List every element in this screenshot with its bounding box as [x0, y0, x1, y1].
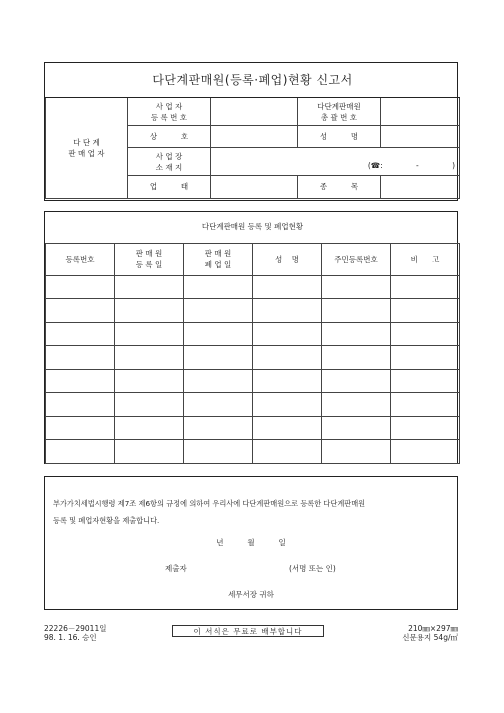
- table-cell[interactable]: [253, 393, 322, 417]
- table-cell[interactable]: [46, 346, 115, 370]
- table-cell[interactable]: [184, 393, 253, 417]
- table-cell[interactable]: [322, 393, 391, 417]
- table-cell[interactable]: [46, 393, 115, 417]
- table-cell[interactable]: [391, 275, 460, 299]
- seller-info-table: [45, 63, 460, 199]
- table-cell[interactable]: [253, 440, 322, 464]
- phone-hint: (☎: - ): [367, 161, 456, 170]
- table-cell[interactable]: [115, 299, 184, 323]
- table-cell[interactable]: [322, 416, 391, 440]
- company-name-label: 상 호: [128, 126, 211, 148]
- table-row: [46, 369, 460, 393]
- paper-size: 210㎜×297㎜: [408, 624, 458, 633]
- table-cell[interactable]: [115, 275, 184, 299]
- table-row: [46, 416, 460, 440]
- director-number-field[interactable]: [381, 98, 460, 126]
- table-cell[interactable]: [322, 369, 391, 393]
- table-cell[interactable]: [391, 299, 460, 323]
- declaration-text-line1: 부가가치세법시행령 제7조 제6항의 규정에 의하여 우리사에 다단계판매원으로 등록한 다단계판매원: [53, 499, 366, 508]
- table-cell[interactable]: [391, 416, 460, 440]
- table-cell[interactable]: [184, 346, 253, 370]
- paper-spec: 신문용지 54g/㎡: [402, 633, 458, 642]
- table-cell[interactable]: [46, 369, 115, 393]
- director-number-label: 다단계판매원 총 괄 번 호: [298, 98, 381, 126]
- address-field[interactable]: [211, 148, 460, 176]
- table-cell[interactable]: [46, 322, 115, 346]
- status-table: [45, 212, 460, 464]
- table-cell[interactable]: [115, 322, 184, 346]
- header-name: 성 명: [253, 243, 322, 275]
- table-cell[interactable]: [46, 275, 115, 299]
- seller-section-label: 다 단 계 판 매 업 자: [46, 98, 128, 199]
- status-table-body: [46, 275, 460, 463]
- item-field[interactable]: [381, 176, 460, 199]
- table-cell[interactable]: [391, 393, 460, 417]
- table-row: [46, 440, 460, 464]
- table-cell[interactable]: [253, 322, 322, 346]
- table-cell[interactable]: [391, 369, 460, 393]
- table-cell[interactable]: [184, 322, 253, 346]
- table-cell[interactable]: [184, 369, 253, 393]
- table-cell[interactable]: [184, 416, 253, 440]
- table-cell[interactable]: [391, 440, 460, 464]
- recipient-text: 세무서장 귀하: [228, 590, 274, 599]
- declaration-text-line2: 등록 및 폐업자현황을 제출합니다.: [53, 516, 160, 525]
- declaration-box: [44, 476, 458, 610]
- business-type-field[interactable]: [211, 176, 298, 199]
- table-cell[interactable]: [391, 346, 460, 370]
- status-table-box: [44, 211, 458, 464]
- form-title: 다단계판매원(등록·폐업)현황 신고서: [46, 63, 460, 98]
- table-cell[interactable]: [322, 299, 391, 323]
- table-cell[interactable]: [253, 346, 322, 370]
- business-type-label: 업 태: [128, 176, 211, 199]
- table-cell[interactable]: [253, 275, 322, 299]
- header-remarks: 비 고: [391, 243, 460, 275]
- seller-info-form: [44, 62, 458, 201]
- company-name-field[interactable]: [211, 126, 298, 148]
- table-row: [46, 346, 460, 370]
- table-cell[interactable]: [46, 299, 115, 323]
- footer-right: [402, 624, 458, 642]
- table-row: [46, 299, 460, 323]
- header-reg-no: 등록번호: [46, 243, 115, 275]
- declaration-date-line: 년 월 일: [216, 538, 286, 547]
- form-code: 22226－29011일: [44, 624, 107, 633]
- table-cell[interactable]: [253, 299, 322, 323]
- name-label: 성 명: [298, 126, 381, 148]
- table-cell[interactable]: [115, 346, 184, 370]
- address-label: 사 업 장 소 재 지: [128, 148, 211, 176]
- table-cell[interactable]: [184, 440, 253, 464]
- name-field[interactable]: [381, 126, 460, 148]
- table-cell[interactable]: [322, 322, 391, 346]
- item-label: 종 목: [298, 176, 381, 199]
- table-cell[interactable]: [184, 299, 253, 323]
- table-cell[interactable]: [253, 416, 322, 440]
- free-notice: 이 서식은 무료로 배부합니다: [172, 625, 324, 637]
- table-cell[interactable]: [322, 440, 391, 464]
- signature-hint: (서명 또는 인): [289, 564, 336, 573]
- business-reg-no-label: 사 업 자 등 록 번 호: [128, 98, 211, 126]
- footer-left: [44, 624, 106, 642]
- header-reg-date: 판 매 원 등 록 일: [115, 243, 184, 275]
- submitter-label: 제출자: [165, 564, 187, 573]
- header-resident-no: 주민등록번호: [322, 243, 391, 275]
- status-header-row: [46, 243, 460, 275]
- table-row: [46, 393, 460, 417]
- table-row: [46, 322, 460, 346]
- status-section-title: 다단계판매원 등록 및 폐업현황: [46, 212, 460, 243]
- table-cell[interactable]: [46, 440, 115, 464]
- table-cell[interactable]: [391, 322, 460, 346]
- table-cell[interactable]: [115, 440, 184, 464]
- table-cell[interactable]: [322, 346, 391, 370]
- business-reg-no-field[interactable]: [211, 98, 298, 126]
- table-cell[interactable]: [115, 416, 184, 440]
- approval-date: 98. 1. 16. 승인: [44, 633, 97, 642]
- header-close-date: 판 매 원 폐 업 일: [184, 243, 253, 275]
- table-row: [46, 275, 460, 299]
- table-cell[interactable]: [184, 275, 253, 299]
- table-cell[interactable]: [46, 416, 115, 440]
- table-cell[interactable]: [322, 275, 391, 299]
- table-cell[interactable]: [115, 369, 184, 393]
- table-cell[interactable]: [115, 393, 184, 417]
- table-cell[interactable]: [253, 369, 322, 393]
